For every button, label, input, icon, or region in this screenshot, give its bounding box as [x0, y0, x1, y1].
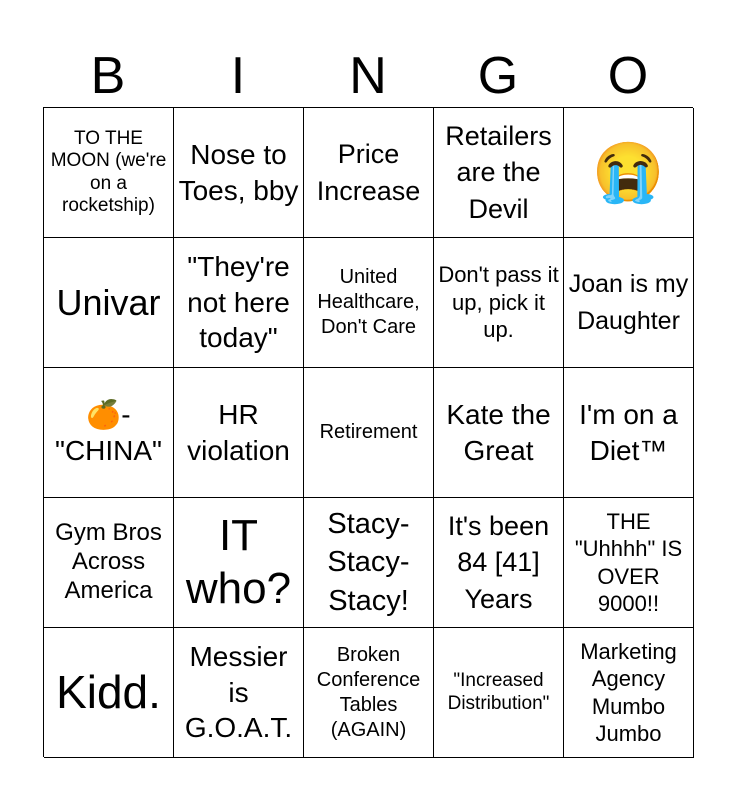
cell-text: I'm on a Diet™ — [579, 398, 678, 466]
cell-text: Joan is my Daughter — [568, 270, 689, 335]
bingo-board — [43, 107, 693, 757]
cell-text: 🍊- "CHINA" — [55, 398, 162, 466]
bingo-cell[interactable] — [44, 628, 174, 758]
bingo-cell[interactable] — [44, 498, 174, 628]
cell-text: HR violation — [187, 398, 290, 466]
cell-text: Univar — [56, 281, 161, 323]
bingo-cell[interactable] — [304, 108, 434, 238]
bingo-cell[interactable] — [434, 108, 564, 238]
bingo-cell[interactable] — [174, 108, 304, 238]
bingo-cell[interactable] — [174, 628, 304, 758]
cell-text: Messier is G.O.A.T. — [184, 640, 293, 744]
cell-text: Broken Conference Tables (AGAIN) — [316, 643, 421, 741]
bingo-cell[interactable] — [304, 238, 434, 368]
bingo-cell[interactable] — [174, 238, 304, 368]
bingo-cell[interactable] — [304, 368, 434, 498]
bingo-cell[interactable] — [174, 498, 304, 628]
bingo-cell[interactable] — [44, 368, 174, 498]
bingo-cell[interactable] — [434, 368, 564, 498]
cell-text: Stacy-Stacy-Stacy! — [327, 507, 410, 617]
cell-text: IT who? — [185, 510, 292, 613]
cell-text: United Healthcare, Don't Care — [317, 266, 420, 338]
cell-text: Gym Bros Across America — [55, 519, 162, 604]
cell-text: THE "Uhhhh" IS OVER 9000!! — [574, 508, 683, 616]
bingo-cell[interactable] — [564, 498, 694, 628]
header-letter-g: G — [477, 47, 519, 105]
bingo-cell[interactable] — [564, 628, 694, 758]
cell-text: Kidd. — [56, 665, 161, 718]
bingo-cell[interactable] — [564, 238, 694, 368]
cell-text: Retailers are the Devil — [445, 120, 552, 224]
bingo-cell[interactable] — [564, 368, 694, 498]
cell-text: "Increased Distribution" — [447, 670, 550, 714]
bingo-cell[interactable] — [434, 238, 564, 368]
bingo-cell[interactable] — [304, 628, 434, 758]
bingo-cell[interactable] — [434, 628, 564, 758]
header-letter-o: O — [607, 47, 649, 105]
crying-face-icon: 😭 — [592, 139, 665, 205]
bingo-cell[interactable] — [174, 368, 304, 498]
cell-text: It's been 84 [41] Years — [447, 510, 550, 614]
cell-text: Kate the Great — [446, 398, 551, 466]
bingo-cell[interactable] — [304, 498, 434, 628]
header-letter-b: B — [90, 47, 126, 105]
bingo-cell[interactable] — [434, 498, 564, 628]
cell-text: TO THE MOON (we're on a rocketship) — [50, 127, 167, 216]
cell-text: Marketing Agency Mumbo Jumbo — [580, 638, 677, 746]
header-letter-n: N — [349, 47, 387, 105]
bingo-cell[interactable] — [564, 108, 694, 238]
cell-text: Nose to Toes, bby — [178, 138, 299, 206]
bingo-cell[interactable] — [44, 238, 174, 368]
header-letter-i: I — [230, 47, 246, 105]
cell-text: Don't pass it up, pick it up. — [438, 262, 559, 343]
cell-text: Price Increase — [316, 139, 421, 206]
bingo-cell[interactable] — [44, 108, 174, 238]
bingo-header — [43, 45, 693, 107]
cell-text: Retirement — [319, 421, 418, 443]
cell-text: "They're not here today" — [187, 250, 290, 354]
